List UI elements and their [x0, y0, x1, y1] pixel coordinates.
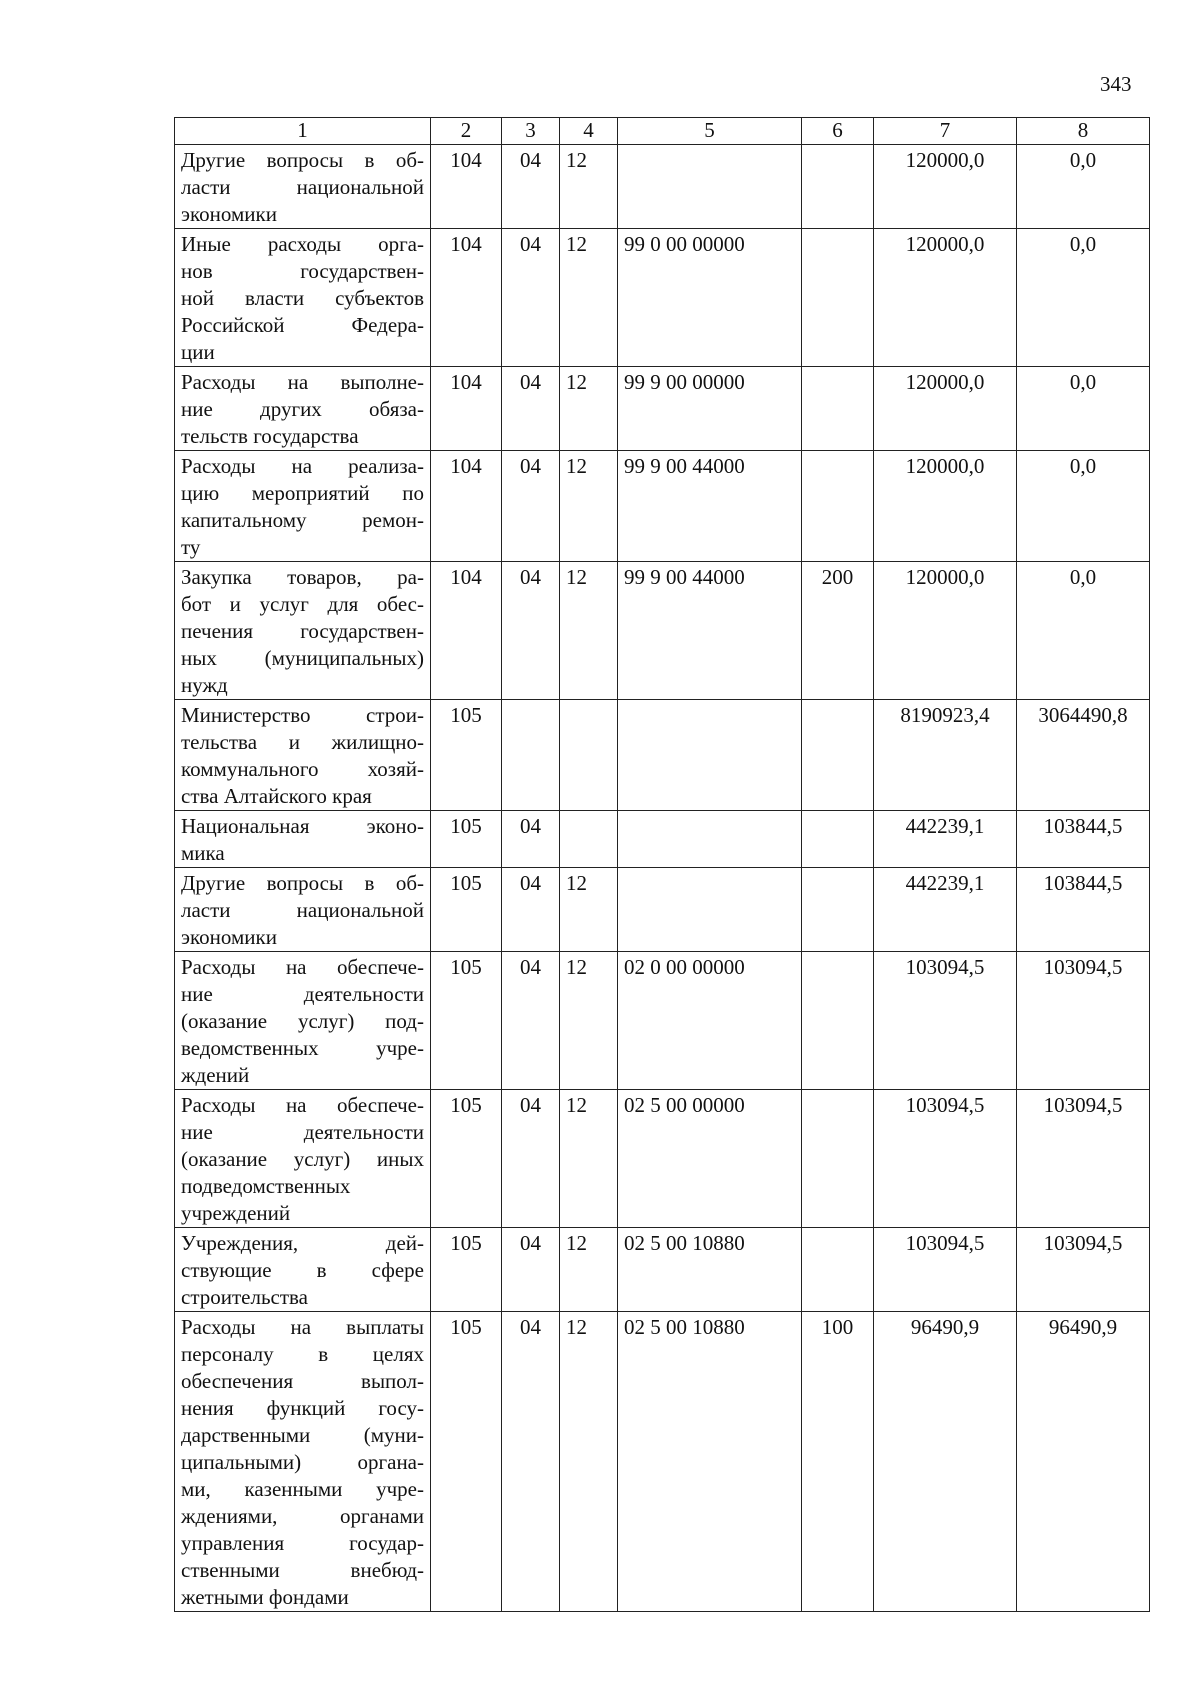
- cell-target-article: 02 0 00 00000: [618, 952, 802, 1090]
- cell-name-line: Иные расходы орга-: [181, 232, 424, 256]
- cell-name: [175, 1228, 431, 1312]
- cell-name-line: экономики: [181, 925, 277, 949]
- table-row: [175, 229, 1150, 367]
- cell-subsection-b: 12: [560, 1228, 618, 1312]
- cell-amount-7: 120000,0: [874, 562, 1017, 700]
- cell-subsection-b: 12: [560, 229, 618, 367]
- cell-name-line: Закупка товаров, ра-: [181, 565, 424, 589]
- table-row: [175, 451, 1150, 562]
- cell-name-line: ние деятельности: [181, 982, 424, 1006]
- cell-amount-7: 103094,5: [874, 1090, 1017, 1228]
- cell-expense-type: [802, 145, 874, 229]
- cell-section: 105: [431, 1090, 502, 1228]
- cell-name-line: ной власти субъектов: [181, 286, 424, 310]
- cell-amount-8: 103094,5: [1017, 952, 1150, 1090]
- cell-amount-8: 96490,9: [1017, 1312, 1150, 1612]
- cell-amount-8: 103844,5: [1017, 868, 1150, 952]
- cell-subsection-b: 12: [560, 562, 618, 700]
- cell-section: 105: [431, 700, 502, 811]
- cell-subsection-a: 04: [502, 451, 560, 562]
- cell-subsection-b: 12: [560, 145, 618, 229]
- cell-name-line: ту: [181, 535, 201, 559]
- cell-subsection-b: 12: [560, 451, 618, 562]
- header-row: [175, 118, 1150, 145]
- cell-target-article: 99 0 00 00000: [618, 229, 802, 367]
- cell-section: 104: [431, 145, 502, 229]
- cell-section: 104: [431, 562, 502, 700]
- cell-name-line: ние деятельности: [181, 1120, 424, 1144]
- table-row: [175, 367, 1150, 451]
- cell-name-line: мика: [181, 841, 225, 865]
- cell-name-line: подведомственных: [181, 1174, 351, 1198]
- cell-name-line: ласти национальной: [181, 175, 424, 199]
- cell-subsection-b: [560, 700, 618, 811]
- cell-amount-8: 0,0: [1017, 229, 1150, 367]
- cell-name-line: обеспечения выпол-: [181, 1369, 424, 1393]
- cell-name-line: ние других обяза-: [181, 397, 424, 421]
- cell-name-line: ждений: [181, 1063, 250, 1087]
- cell-name-line: управления государ-: [181, 1531, 424, 1555]
- cell-name-line: дарственными (муни-: [181, 1423, 424, 1447]
- column-header: 4: [560, 118, 618, 145]
- cell-name-line: капитальному ремон-: [181, 508, 424, 532]
- cell-name-line: нения функций госу-: [181, 1396, 424, 1420]
- cell-amount-7: 103094,5: [874, 952, 1017, 1090]
- cell-expense-type: [802, 229, 874, 367]
- table-header: [175, 118, 1150, 145]
- cell-subsection-b: [560, 811, 618, 868]
- cell-name-line: Национальная эконо-: [181, 814, 424, 838]
- cell-name-line: Расходы на обеспече-: [181, 955, 424, 979]
- cell-target-article: 02 5 00 00000: [618, 1090, 802, 1228]
- cell-section: 105: [431, 811, 502, 868]
- cell-target-article: 99 9 00 44000: [618, 451, 802, 562]
- cell-name: [175, 451, 431, 562]
- cell-amount-8: 103094,5: [1017, 1228, 1150, 1312]
- cell-amount-8: 103094,5: [1017, 1090, 1150, 1228]
- column-header: 3: [502, 118, 560, 145]
- cell-amount-7: 120000,0: [874, 229, 1017, 367]
- table-row: [175, 1312, 1150, 1612]
- cell-expense-type: [802, 1090, 874, 1228]
- page-number: 343: [1100, 72, 1132, 96]
- cell-name-line: тельства и жилищно-: [181, 730, 424, 754]
- column-header: 1: [175, 118, 431, 145]
- cell-expense-type: [802, 811, 874, 868]
- cell-target-article: [618, 811, 802, 868]
- cell-amount-7: 442239,1: [874, 868, 1017, 952]
- cell-subsection-a: 04: [502, 1312, 560, 1612]
- cell-expense-type: 200: [802, 562, 874, 700]
- cell-name: [175, 868, 431, 952]
- cell-name-line: учреждений: [181, 1201, 291, 1225]
- cell-target-article: 02 5 00 10880: [618, 1228, 802, 1312]
- table-row: [175, 562, 1150, 700]
- cell-name-line: Другие вопросы в об-: [181, 871, 424, 895]
- column-header: 7: [874, 118, 1017, 145]
- cell-amount-7: 120000,0: [874, 451, 1017, 562]
- cell-name: [175, 229, 431, 367]
- cell-target-article: 99 9 00 44000: [618, 562, 802, 700]
- cell-name-line: Российской Федера-: [181, 313, 424, 337]
- cell-name: [175, 367, 431, 451]
- table-row: [175, 1090, 1150, 1228]
- cell-subsection-a: [502, 700, 560, 811]
- cell-name-line: Учреждения, дей-: [181, 1231, 424, 1255]
- table-body: [175, 145, 1150, 1612]
- cell-subsection-a: 04: [502, 145, 560, 229]
- cell-subsection-b: 12: [560, 1312, 618, 1612]
- table-row: [175, 700, 1150, 811]
- cell-name-line: ципальными) органа-: [181, 1450, 424, 1474]
- cell-name: [175, 1312, 431, 1612]
- cell-name-line: нужд: [181, 673, 228, 697]
- cell-section: 104: [431, 229, 502, 367]
- cell-name-line: Министерство строи-: [181, 703, 424, 727]
- cell-amount-8: 3064490,8: [1017, 700, 1150, 811]
- cell-name-line: Расходы на обеспече-: [181, 1093, 424, 1117]
- budget-table: [174, 117, 1150, 1612]
- cell-name-line: ных (муниципальных): [181, 646, 424, 670]
- cell-target-article: [618, 145, 802, 229]
- column-header: 2: [431, 118, 502, 145]
- cell-target-article: [618, 868, 802, 952]
- cell-name-line: печения государствен-: [181, 619, 424, 643]
- cell-name-line: коммунального хозяй-: [181, 757, 424, 781]
- cell-expense-type: [802, 952, 874, 1090]
- cell-name: [175, 811, 431, 868]
- cell-amount-7: 442239,1: [874, 811, 1017, 868]
- cell-name-line: Расходы на выполне-: [181, 370, 424, 394]
- table-row: [175, 868, 1150, 952]
- cell-amount-8: 0,0: [1017, 145, 1150, 229]
- cell-name: [175, 562, 431, 700]
- cell-section: 105: [431, 1312, 502, 1612]
- cell-name-line: Расходы на выплаты: [181, 1315, 424, 1339]
- cell-amount-8: 0,0: [1017, 451, 1150, 562]
- table-row: [175, 952, 1150, 1090]
- cell-name-line: ствующие в сфере: [181, 1258, 424, 1282]
- column-header: 5: [618, 118, 802, 145]
- cell-amount-7: 120000,0: [874, 367, 1017, 451]
- cell-name-line: ции: [181, 340, 215, 364]
- cell-section: 105: [431, 1228, 502, 1312]
- table-row: [175, 145, 1150, 229]
- cell-name: [175, 145, 431, 229]
- cell-name-line: жетными фондами: [181, 1585, 349, 1609]
- cell-subsection-b: 12: [560, 868, 618, 952]
- cell-name-line: ми, казенными учре-: [181, 1477, 424, 1501]
- cell-name-line: строительства: [181, 1285, 309, 1309]
- cell-name-line: бот и услуг для обес-: [181, 592, 424, 616]
- cell-expense-type: [802, 868, 874, 952]
- cell-name-line: персоналу в целях: [181, 1342, 424, 1366]
- cell-expense-type: [802, 367, 874, 451]
- cell-subsection-a: 04: [502, 868, 560, 952]
- cell-subsection-b: 12: [560, 367, 618, 451]
- cell-name: [175, 952, 431, 1090]
- cell-amount-7: 96490,9: [874, 1312, 1017, 1612]
- cell-name-line: ласти национальной: [181, 898, 424, 922]
- cell-subsection-a: 04: [502, 952, 560, 1090]
- cell-expense-type: [802, 451, 874, 562]
- cell-subsection-a: 04: [502, 367, 560, 451]
- cell-name-line: нов государствен-: [181, 259, 424, 283]
- cell-section: 104: [431, 367, 502, 451]
- cell-amount-8: 0,0: [1017, 367, 1150, 451]
- cell-section: 105: [431, 868, 502, 952]
- cell-amount-7: 103094,5: [874, 1228, 1017, 1312]
- cell-amount-8: 103844,5: [1017, 811, 1150, 868]
- table-row: [175, 1228, 1150, 1312]
- cell-name-line: ведомственных учре-: [181, 1036, 424, 1060]
- cell-amount-8: 0,0: [1017, 562, 1150, 700]
- cell-target-article: 99 9 00 00000: [618, 367, 802, 451]
- cell-target-article: [618, 700, 802, 811]
- cell-subsection-b: 12: [560, 1090, 618, 1228]
- cell-subsection-a: 04: [502, 811, 560, 868]
- cell-subsection-a: 04: [502, 229, 560, 367]
- column-header: 8: [1017, 118, 1150, 145]
- cell-target-article: 02 5 00 10880: [618, 1312, 802, 1612]
- cell-subsection-b: 12: [560, 952, 618, 1090]
- cell-name-line: ства Алтайского края: [181, 784, 372, 808]
- cell-amount-7: 120000,0: [874, 145, 1017, 229]
- cell-name-line: Расходы на реализа-: [181, 454, 424, 478]
- cell-name-line: цию мероприятий по: [181, 481, 424, 505]
- cell-name-line: ственными внебюд-: [181, 1558, 424, 1582]
- cell-expense-type: 100: [802, 1312, 874, 1612]
- cell-name-line: ждениями, органами: [181, 1504, 424, 1528]
- cell-name-line: (оказание услуг) иных: [181, 1147, 424, 1171]
- cell-name-line: тельств государства: [181, 424, 359, 448]
- cell-expense-type: [802, 700, 874, 811]
- cell-name: [175, 700, 431, 811]
- cell-subsection-a: 04: [502, 1228, 560, 1312]
- cell-name: [175, 1090, 431, 1228]
- cell-subsection-a: 04: [502, 1090, 560, 1228]
- cell-name-line: (оказание услуг) под-: [181, 1009, 424, 1033]
- cell-name-line: экономики: [181, 202, 277, 226]
- cell-name-line: Другие вопросы в об-: [181, 148, 424, 172]
- table-row: [175, 811, 1150, 868]
- cell-section: 105: [431, 952, 502, 1090]
- cell-amount-7: 8190923,4: [874, 700, 1017, 811]
- cell-section: 104: [431, 451, 502, 562]
- column-header: 6: [802, 118, 874, 145]
- cell-expense-type: [802, 1228, 874, 1312]
- cell-subsection-a: 04: [502, 562, 560, 700]
